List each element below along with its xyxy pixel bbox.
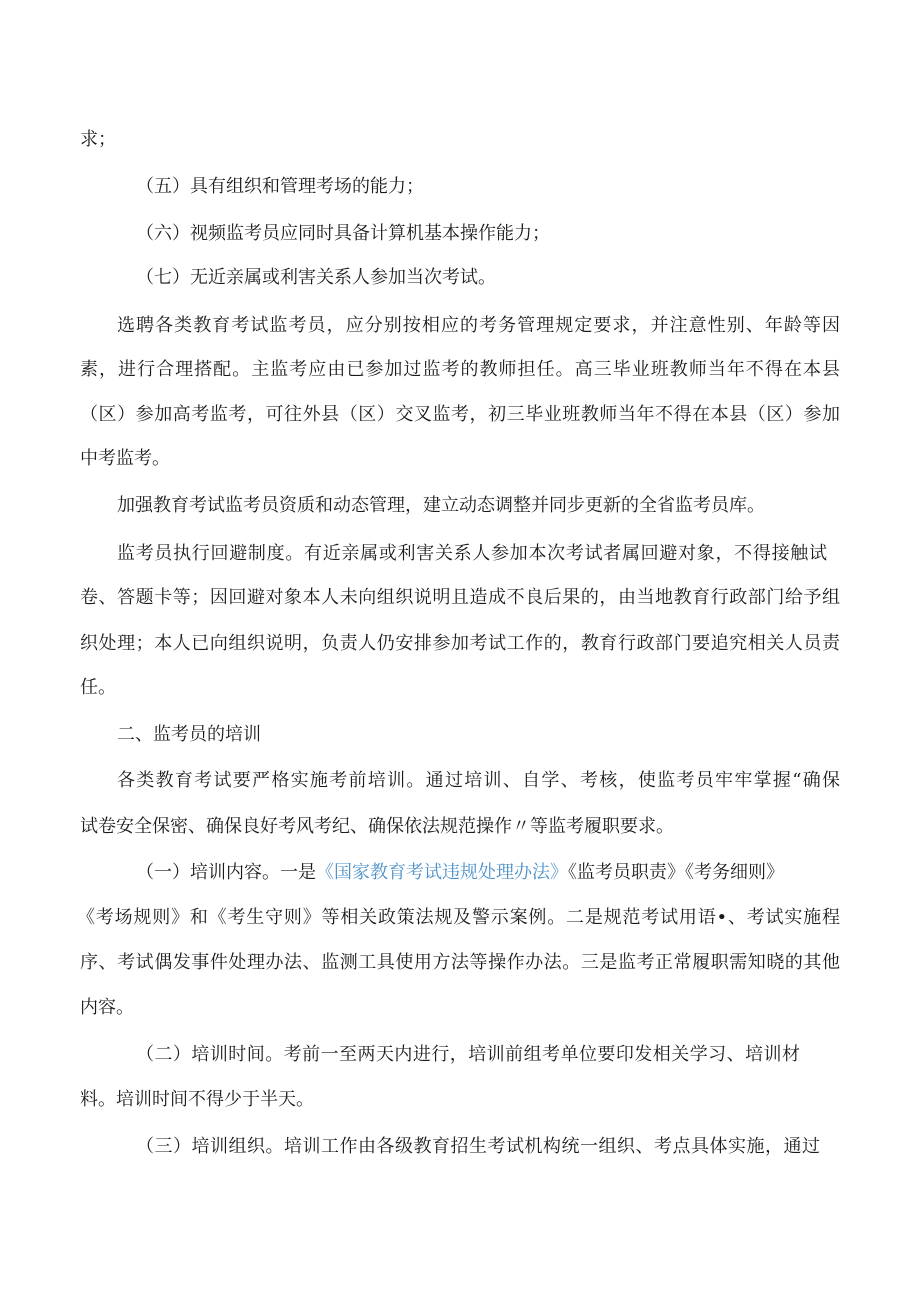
paragraph-text: （一）培训内容。一是 [136,862,316,883]
paragraph-text: 《监考员职责》《考务细则》 [568,862,784,883]
paragraph-line: 选聘各类教育考试监考员，应分别按相应的考务管理规定要求，并注意性别、年龄等因 [117,315,840,336]
paragraph-line: 序、考试偶发事件处理办法、监测工具使用方法等操作办法。三是监考正常履职需知晓的其他 [80,952,840,973]
regulation-link[interactable]: 《国家教育考试违规处理办法》 [316,862,568,883]
paragraph-line: （二）培训时间。考前一至两天内进行，培训前组考单位要印发相关学习、培训材 [136,1044,800,1065]
list-item-6: （六）视频监考员应同时具备计算机基本操作能力； [136,223,550,244]
paragraph-line: 素，进行合理搭配。主监考应由已参加过监考的教师担任。高三毕业班教师当年不得在本县 [80,359,840,380]
paragraph-line: 内容。 [80,997,134,1018]
paragraph-line: 料。培训时间不得少于半天。 [80,1089,314,1110]
paragraph-line: 《考场规则》和《考生守则》等相关政策法规及警示案例。二是规范考试用语•、考试实施程 [77,907,840,928]
paragraph-line: 中考监考。 [80,448,170,469]
paragraph-line: 各类教育考试要严格实施考前培训。通过培训、自学、考核，使监考员牢牢掌握“确保 [117,770,840,791]
paragraph-line: 任。 [80,677,116,698]
list-item-7: （七）无近亲属或利害关系人参加当次考试。 [136,267,496,288]
section-heading: 二、监考员的培训 [117,724,261,745]
paragraph-line: 监考员执行回避制度。有近亲属或利害关系人参加本次考试者属回避对象，不得接触试 [117,543,827,564]
list-item-5: （五）具有组织和管理考场的能力； [136,176,424,197]
paragraph-line: 求； [80,129,116,150]
paragraph-line: 加强教育考试监考员资质和动态管理，建立动态调整并同步更新的全省监考员库。 [117,495,765,516]
paragraph-line: （区）参加高考监考，可往外县（区）交叉监考，初三毕业班教师当年不得在本县（区）参加 [80,404,840,425]
paragraph-line: 织处理；本人已向组织说明，负责人仍安排参加考试工作的，教育行政部门要追究相关人员责 [80,633,840,654]
paragraph-line: 卷、答题卡等；因回避对象本人未向组织说明且造成不良后果的，由当地教育行政部门给予组 [80,587,840,608]
paragraph-line [136,860,840,886]
paragraph-line: （三）培训组织。培训工作由各级教育招生考试机构统一组织、考点具体实施，通过 [136,1136,820,1157]
paragraph-line: 试卷安全保密、确保良好考风考纪、确保依法规范操作〃等监考履职要求。 [80,816,674,837]
